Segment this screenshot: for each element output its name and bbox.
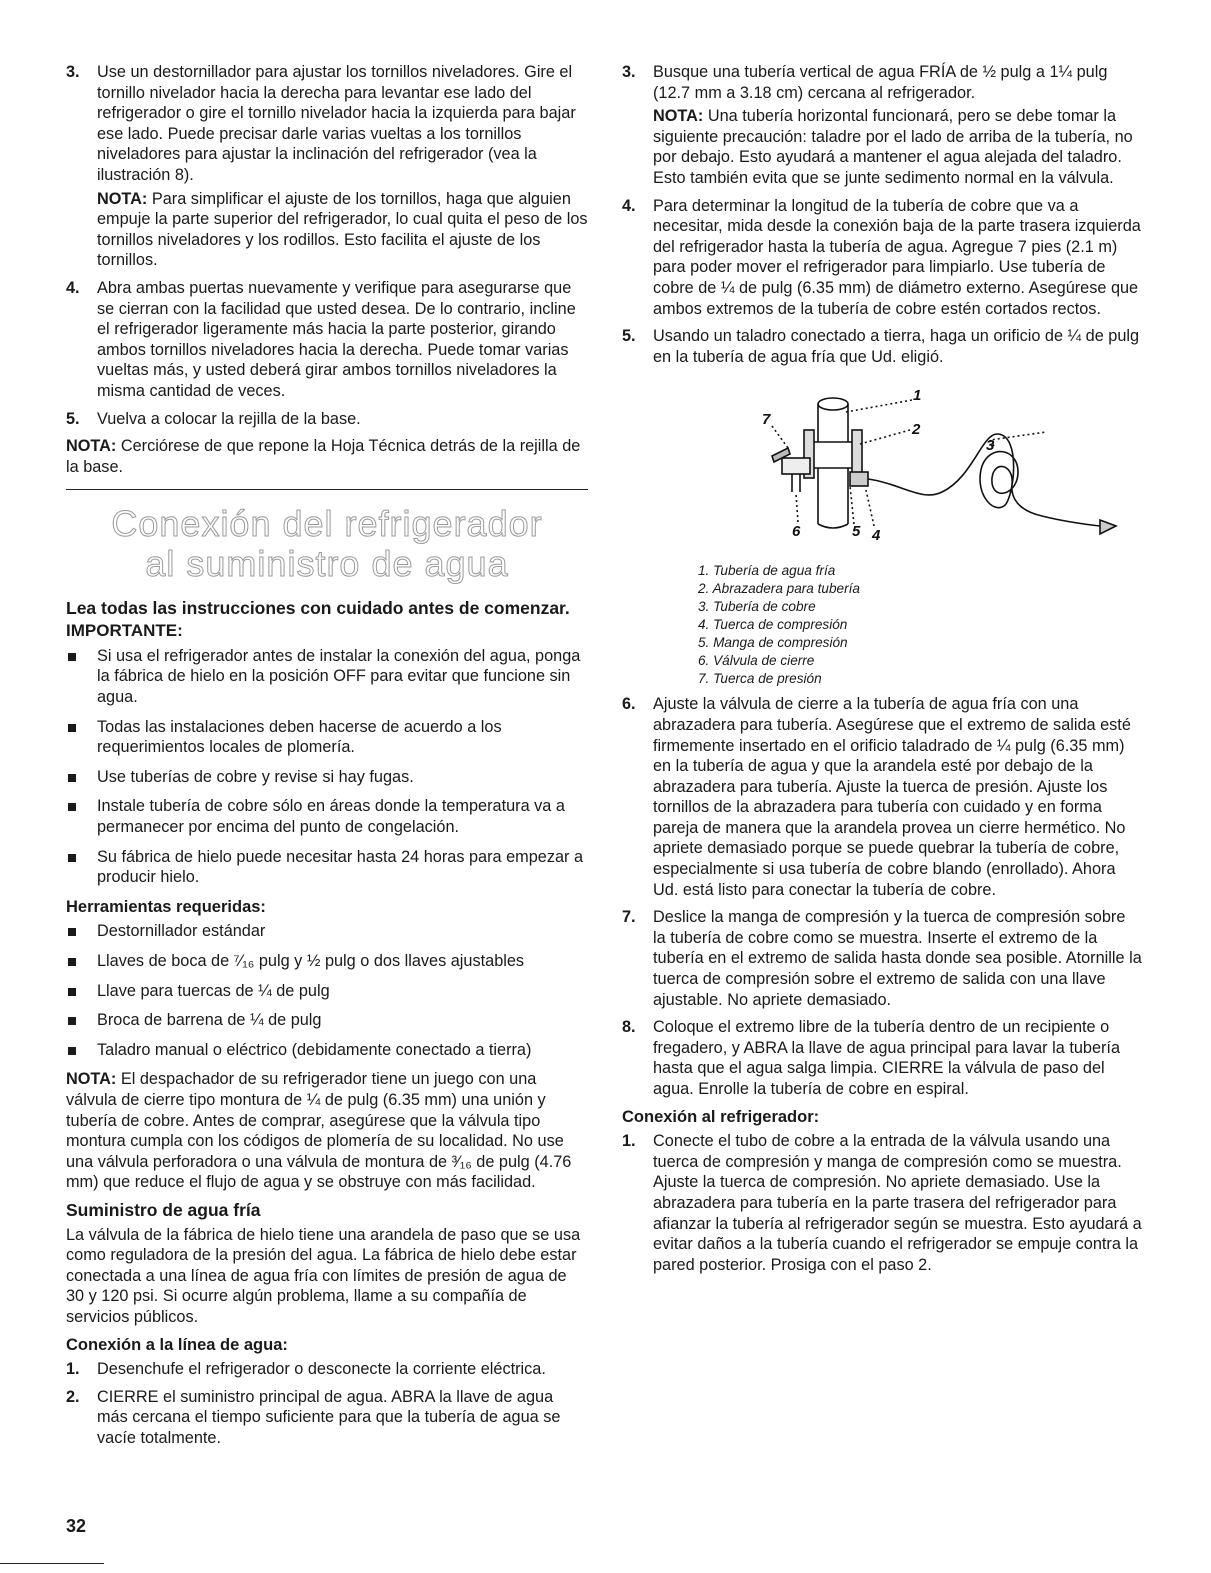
callout-3: 3: [986, 437, 995, 455]
compression-nut: [850, 472, 868, 486]
step-text: Vuelva a colocar la rejilla de la base.: [97, 409, 361, 428]
section-title-line2: al suministro de agua: [145, 543, 509, 585]
bullet-icon: [66, 847, 97, 888]
note-text: Cerciórese de que repone la Hoja Técnica detrás de la rejilla de la base.: [66, 437, 581, 476]
step-text: Conecte el tubo de cobre a la entrada de la válvula usando una tuerca de compresión y manga de compresión como se muestra. Ajuste la tuerca de compresión. No apriete demasiado. Use la abrazadera para tubería en la parte trasera del refrigerador para afianzar la tubería al refrigerador según se muestra. Esto ayudará a evitar daños a la tubería cuando el refrigerador se empuje contra la pared posterior. Prosiga con el paso 2.: [653, 1132, 1142, 1274]
bullet-text: Llaves de boca de ⁷⁄₁₆ pulg y ½ pulg o dos llaves ajustables: [97, 952, 525, 970]
step-3-left: [66, 62, 588, 271]
bullet-text: Destornillador estándar: [97, 922, 266, 941]
step-number: 5.: [66, 409, 80, 428]
step-text: Use un destornillador para ajustar los tornillos niveladores. Gire el tornillo nivelador hacia la derecha para levantar ese lado del refrigerador o gire el tornillo nivelador hacia la izquierda para bajar ese lado. Puede precisar darle varias vueltas a los tornillos niveladores para ajustar la inclinación del refrigerador (vea la ilustración 8).: [97, 63, 576, 184]
bullet-icon: [66, 1010, 97, 1031]
bullet-icon: [66, 646, 97, 708]
bullet-icon: [66, 796, 97, 837]
callout-2: 2: [912, 421, 921, 439]
step-number: 8.: [622, 1018, 636, 1037]
note-valve-kit: [66, 1069, 588, 1193]
leader-4: [866, 490, 874, 526]
legend-item: 1. Tubería de agua fría: [698, 563, 836, 579]
step-number: 4.: [66, 278, 80, 297]
valve-diagram: [622, 374, 1142, 562]
step-1-right: [622, 1131, 1142, 1275]
note-text: Una tubería horizontal funcionará, pero se debe tomar la siguiente precaución: taladre por el lado de arriba de la tubería, no por debajo. Esto ayudará a mantener el agua alejada del taladro. Esto también evita que se junte sedimento normal en la válvula.: [653, 107, 1133, 187]
pipe-clamp: [808, 442, 858, 468]
list-item: [66, 921, 588, 942]
step-number: 7.: [622, 908, 636, 927]
list-item: [66, 796, 588, 837]
note-text: El despachador de su refrigerador tiene un juego con una válvula de cierre tipo montura de ¼ de pulg (6.35 mm) una unión y tubería de cobre. Antes de comprar, asegúrese que la válvula tipo montura cumpla con los códigos de plomería de su localidad. No use una válvula perforadora o una válvula de montura de ³⁄₁₆ de pulg (4.76 mm) que reduce el flujo de agua y se obstruye con más facilidad.: [66, 1070, 572, 1192]
bullet-text: Broca de barrena de ¼ de pulg: [97, 1011, 322, 1030]
callout-1: 1: [913, 387, 922, 405]
fridge-connection-heading: Conexión al refrigerador:: [622, 1107, 820, 1126]
water-line-heading: Conexión a la línea de agua:: [66, 1335, 288, 1354]
step-number: 1.: [622, 1132, 636, 1151]
bullet-text: Su fábrica de hielo puede necesitar hasta 24 horas para empezar a producir hielo.: [97, 847, 584, 887]
leader-7: [772, 426, 788, 448]
note-label: NOTA:: [653, 107, 704, 126]
step-text: Desenchufe el refrigerador o desconecte la corriente eléctrica.: [97, 1360, 546, 1379]
step-note: [97, 189, 588, 271]
shutoff-valve: [782, 458, 810, 474]
footer-rule: [0, 1563, 104, 1564]
list-item: [66, 951, 588, 972]
list-item: [66, 767, 588, 788]
bullet-icon: [66, 717, 97, 758]
section-title-line1: Conexión del refrigerador: [111, 503, 543, 545]
list-item: [66, 1040, 588, 1061]
page-number: 32: [66, 1516, 87, 1536]
step-2-left: [66, 1387, 588, 1449]
step-note: [653, 106, 1142, 188]
left-column: [66, 62, 588, 1455]
note-grille: [66, 436, 588, 477]
bullet-text: Use tuberías de cobre y revise si hay fugas.: [97, 767, 414, 786]
note-label: NOTA:: [66, 1070, 117, 1089]
step-1-left: [66, 1359, 588, 1380]
step-number: 5.: [622, 327, 636, 346]
step-text: Para determinar la longitud de la tubería de cobre que va a necesitar, mida desde la conexión baja de la parte trasera izquierda del refrigerador hasta la tubería de agua. Agregue 7 pies (2.1 m) para poder mover el refrigerador para limpiarlo. Use tubería de cobre de ¼ de pulg (6.35 mm) de diámetro externo. Asegúrese que ambos extremos de la tubería de cobre estén cortados rectos.: [653, 196, 1141, 318]
leader-6: [796, 494, 798, 522]
step-number: 2.: [66, 1387, 80, 1406]
bullet-text: Todas las instalaciones deben hacerse de acuerdo a los requerimientos locales de plomería.: [97, 717, 502, 757]
section-title: [66, 504, 588, 584]
callout-4: 4: [872, 527, 881, 545]
step-4-right: [622, 196, 1142, 320]
bullet-text: Taladro manual o eléctrico (debidamente conectado a tierra): [97, 1040, 532, 1059]
right-column: [622, 62, 1142, 1282]
step-number: 6.: [622, 695, 636, 714]
legend-item: 7. Tuerca de presión: [698, 671, 822, 687]
cold-water-text: La válvula de la fábrica de hielo tiene una arandela de paso que se usa como reguladora de la presión del agua. La fábrica de hielo debe estar conectada a una línea de agua fría con límites de presión de agua de 30 y 120 psi. Si ocurre algún problema, llame a su compañía de servicios públicos.: [66, 1225, 581, 1326]
step-4-left: [66, 278, 588, 402]
bullet-text: Llave para tuercas de ¼ de pulg: [97, 981, 330, 1000]
step-5-left: [66, 409, 588, 430]
clamp-right-bracket: [852, 430, 862, 478]
copper-tubing: [868, 434, 1100, 526]
bullet-icon: [66, 921, 97, 942]
step-number: 3.: [66, 63, 80, 81]
bullet-icon: [66, 767, 97, 788]
callout-5: 5: [852, 523, 861, 541]
cold-water-heading: Suministro de agua fría: [66, 1199, 261, 1220]
callout-6: 6: [792, 523, 801, 541]
list-item: [66, 847, 588, 888]
legend-item: 3. Tubería de cobre: [698, 599, 816, 615]
important-heading: IMPORTANTE:: [66, 621, 183, 641]
step-number: 3.: [622, 63, 636, 81]
step-8-right: [622, 1017, 1142, 1099]
valve-illustration: [622, 374, 1142, 562]
note-label: NOTA:: [97, 189, 148, 208]
legend-item: 6. Válvula de cierre: [698, 653, 815, 669]
list-item: [66, 717, 588, 758]
step-text: Abra ambas puertas nuevamente y verifique para asegurarse que se cierran con la facilidad que usted desea. De lo contrario, incline el refrigerador ligeramente más hacia la parte posterior, girando ambos tornillos niveladores hacia la derecha. Puede tomar varias vueltas más, y usted deberá girar ambos tornillos niveladores la misma cantidad de veces.: [97, 278, 576, 400]
step-text: Deslice la manga de compresión y la tuerca de compresión sobre la tubería de cobre como se muestra. Inserte el extremo de la tubería en el extremo de salida hasta donde sea posible. Atornille la tuerca de compresión sobre el extremo de salida con una llave ajustable. No apriete demasiado.: [653, 908, 1142, 1009]
bullet-icon: [66, 1040, 97, 1061]
leader-5: [850, 486, 854, 524]
step-5-right: [622, 326, 1142, 367]
step-text: Usando un taladro conectado a tierra, haga un orificio de ¼ de pulg en la tubería de agua fría que Ud. eligió.: [653, 327, 1140, 366]
leader-1: [846, 400, 912, 412]
step-number: 4.: [622, 196, 636, 215]
valve-stem: [792, 474, 800, 492]
list-item: [66, 981, 588, 1002]
read-instructions: Lea todas las instrucciones con cuidado antes de comenzar.: [66, 598, 570, 619]
step-7-right: [622, 907, 1142, 1010]
bullet-text: Si usa el refrigerador antes de instalar la conexión del agua, ponga la fábrica de hielo en la posición OFF para evitar que funcione sin agua.: [97, 646, 581, 707]
step-text: Busque una tubería vertical de agua FRÍA de ½ pulg a 1¼ pulg (12.7 mm a 3.18 cm) cercana al refrigerador.: [653, 63, 1108, 102]
legend-item: 5. Manga de compresión: [698, 635, 848, 651]
step-3-right: [622, 62, 1142, 189]
tools-list: [66, 921, 588, 1060]
leader-2: [860, 430, 910, 444]
step-text: Ajuste la válvula de cierre a la tubería de agua fría con una abrazadera para tubería. Asegúrese que el extremo de salida esté firmemente insertado en el orificio taladrado de ¼ pulg (6.35 mm) en la tubería de agua y que la arandela esté por debajo de la abrazadera para tubería. Ajuste la tuerca de presión. Ajuste los tornillos de la abrazadera para tubería con cuidado y en forma pareja de manera que la arandela provea un cierre hermético. No apriete demasiado porque se puede quebrar la tubería de cobre, especialmente si usa tubería de cobre blando (enrollado). Ahora Ud. está listo para conectar la tubería de cobre.: [653, 695, 1131, 899]
step-6-right: [622, 694, 1142, 900]
list-item: [66, 1010, 588, 1031]
tools-heading: Herramientas requeridas:: [66, 897, 266, 916]
figure-legend: [698, 562, 1142, 688]
callout-7: 7: [762, 411, 771, 429]
note-label: NOTA:: [66, 437, 117, 456]
bullet-text: Instale tubería de cobre sólo en áreas donde la temperatura va a permanecer por encima del punto de congelación.: [97, 797, 565, 837]
pipe-bottom: [818, 524, 848, 528]
tubing-end-fitting: [1100, 520, 1116, 534]
note-text: Para simplificar el ajuste de los tornillos, haga que alguien empuje la parte superior del refrigerador, lo cual quita el peso de los tornillos niveladores y los rodillos. Esto facilita el ajuste de los tornillos.: [97, 189, 588, 270]
pipe-top: [818, 398, 848, 410]
bullet-icon: [66, 981, 97, 1002]
legend-item: 4. Tuerca de compresión: [698, 617, 848, 633]
step-number: 1.: [66, 1360, 80, 1379]
step-text: Coloque el extremo libre de la tubería dentro de un recipiente o fregadero, y ABRA la llave de agua principal para lavar la tubería hasta que el agua salga limpia. CIERRE la válvula de paso del agua. Enrolle la tubería de cobre en espiral.: [653, 1018, 1121, 1098]
important-list: [66, 646, 588, 888]
bullet-icon: [66, 951, 97, 972]
list-item: [66, 646, 588, 708]
step-text: CIERRE el suministro principal de agua. ABRA la llave de agua más cercana el tiempo suficiente para que la tubería de agua se vacíe totalmente.: [97, 1387, 561, 1447]
legend-item: 2. Abrazadera para tubería: [698, 581, 860, 597]
section-divider: [66, 489, 588, 490]
